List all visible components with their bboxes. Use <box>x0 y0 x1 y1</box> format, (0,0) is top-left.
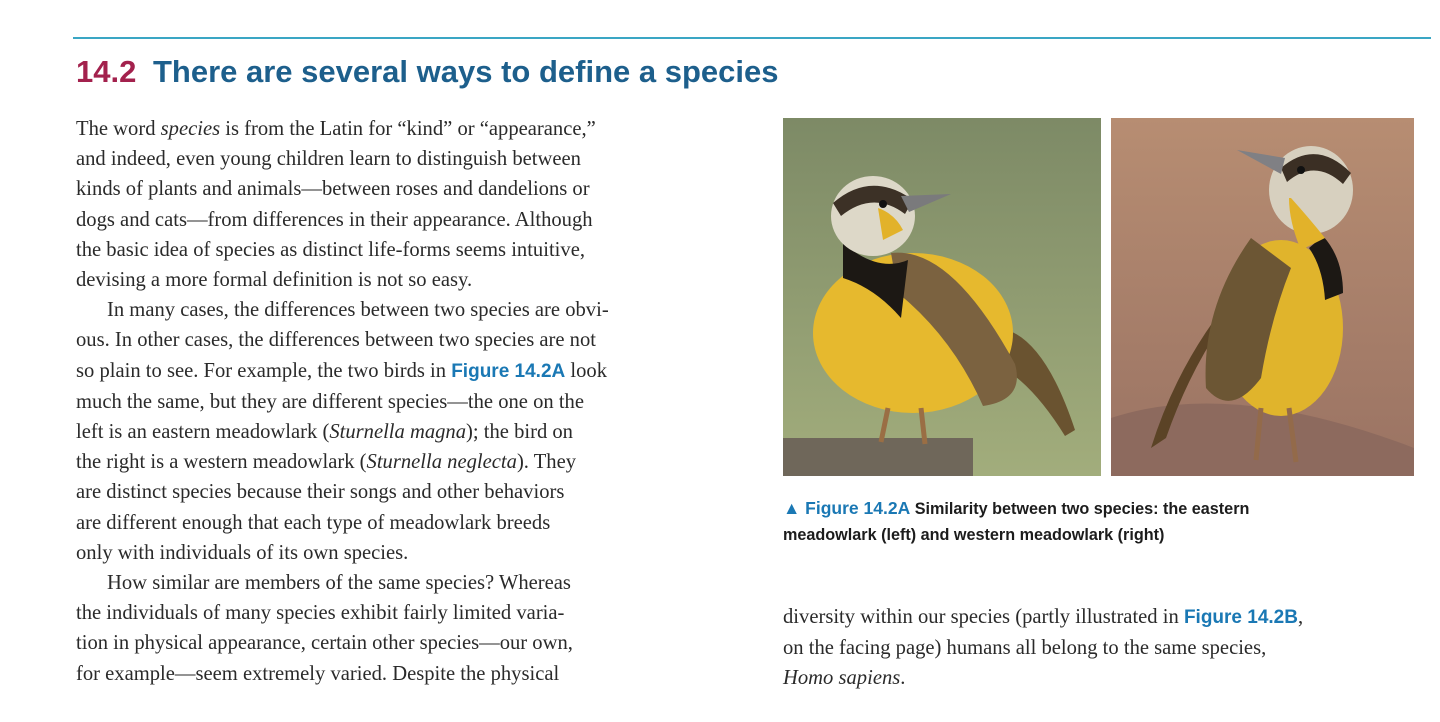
text-segment: so plain to see. For example, the two birds in <box>76 359 452 382</box>
text-segment: , <box>1297 606 1304 628</box>
text-line: only with individuals of its own species. <box>76 541 409 564</box>
figure-reference-link[interactable]: Figure 14.2B <box>1183 607 1298 628</box>
text-line: and indeed, even young children learn to distinguish between <box>76 148 581 171</box>
text-line <box>783 663 1433 693</box>
text-segment: is from the Latin for “kind” or “appearance,” <box>220 118 596 140</box>
italic-term: Sturnella magna <box>329 421 467 444</box>
text-line: the individuals of many species exhibit fairly limited varia- <box>76 602 565 625</box>
text-line: kinds of plants and animals—between roses and dandelions or <box>76 178 590 201</box>
italic-term: Homo sapiens <box>783 667 901 690</box>
body-text-left <box>76 114 736 689</box>
text-line: How similar are members of the same species? Whereas <box>107 572 571 595</box>
caption-line-2: meadowlark (left) and western meadowlark (right) <box>783 526 1165 544</box>
text-line <box>783 602 1433 633</box>
text-line <box>76 417 736 447</box>
paragraph-2 <box>76 295 736 568</box>
text-line: ous. In other cases, the differences between two species are not <box>76 329 596 352</box>
text-line: are distinct species because their songs and other behaviors <box>76 481 565 504</box>
text-line: for example—seem extremely varied. Despite the physical <box>76 662 560 685</box>
text-line <box>76 447 736 477</box>
paragraph-3 <box>76 568 736 689</box>
paragraph-3-continued <box>783 602 1433 694</box>
text-line <box>76 356 736 387</box>
text-line: In many cases, the differences between two species are obvi- <box>107 299 609 322</box>
text-line: tion in physical appearance, certain other species—our own, <box>76 632 573 655</box>
caption-line-1: Similarity between two species: the eastern <box>914 500 1250 518</box>
text-segment: the right is a western meadowlark ( <box>76 451 367 474</box>
body-text-right <box>783 602 1433 694</box>
section-heading <box>76 50 778 94</box>
eastern-meadowlark-photo <box>783 118 1101 476</box>
section-number: 14.2 <box>76 54 137 89</box>
text-line: are different enough that each type of meadowlark breeds <box>76 511 551 534</box>
figure-reference-link[interactable]: Figure 14.2A <box>451 360 566 382</box>
text-line: devising a more formal definition is not so easy. <box>76 269 473 292</box>
section-title: There are several ways to define a species <box>152 54 779 89</box>
text-line: on the facing page) humans all belong to the same species, <box>783 637 1267 660</box>
text-segment: ); the bird on <box>466 421 573 444</box>
figure-label: ▲ Figure 14.2A <box>783 498 911 518</box>
text-segment: The word <box>76 118 161 140</box>
section-rule <box>73 37 1431 39</box>
text-segment: ). They <box>516 451 577 474</box>
text-segment: left is an eastern meadowlark ( <box>76 421 330 444</box>
text-segment: look <box>565 359 608 382</box>
text-line: dogs and cats—from differences in their appearance. Although <box>76 208 593 231</box>
text-line <box>76 114 736 144</box>
text-segment: . <box>900 667 906 690</box>
text-line: much the same, but they are different species—the one on the <box>76 390 584 413</box>
text-segment: diversity within our species (partly illustrated in <box>783 606 1184 628</box>
western-meadowlark-photo <box>1111 118 1414 476</box>
paragraph-1 <box>76 114 736 295</box>
text-line: the basic idea of species as distinct life-forms seems intuitive, <box>76 238 585 261</box>
figure-caption <box>783 495 1403 548</box>
italic-term: Sturnella neglecta <box>366 451 517 474</box>
italic-term: species <box>160 118 221 140</box>
